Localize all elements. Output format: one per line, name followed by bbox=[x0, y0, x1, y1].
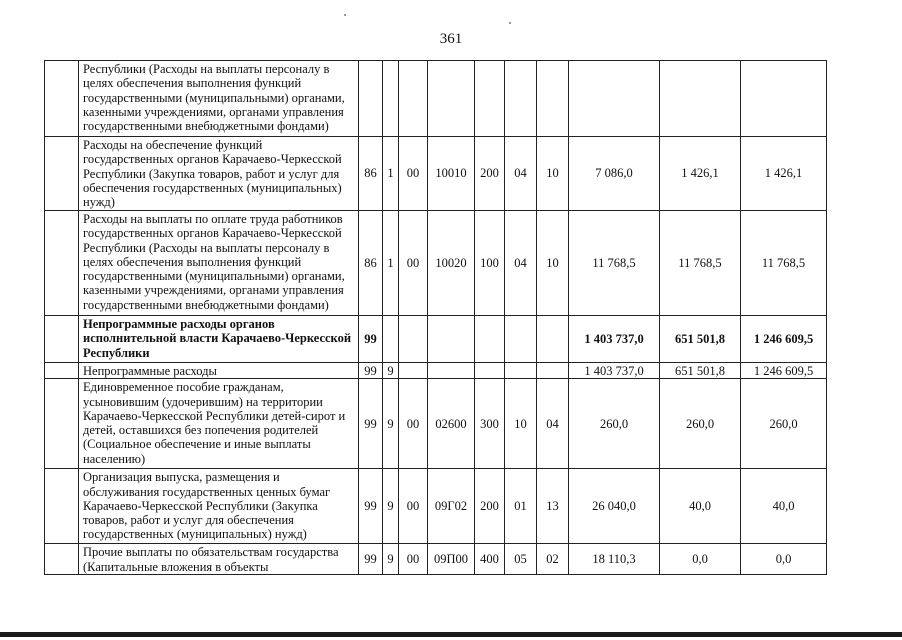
row-description: Прочие выплаты по обязательствам государства (Капитальные вложения в объекты bbox=[79, 544, 359, 575]
cell-expense-type: 100 bbox=[475, 211, 505, 316]
cell-program: 9 bbox=[383, 544, 399, 575]
cell-program: 9 bbox=[383, 379, 399, 469]
cell-amount-3: 1 246 609,5 bbox=[741, 316, 827, 363]
cell-expense-type: 400 bbox=[475, 544, 505, 575]
cell-section: 05 bbox=[505, 544, 537, 575]
cell-direction bbox=[428, 363, 475, 379]
cell-amount-1: 1 403 737,0 bbox=[569, 316, 660, 363]
cell-subsection: 10 bbox=[537, 211, 569, 316]
cell-amount-3: 40,0 bbox=[741, 469, 827, 544]
cell-ministry: 86 bbox=[359, 211, 383, 316]
cell-direction: 09Г02 bbox=[428, 469, 475, 544]
cell-ministry: 99 bbox=[359, 316, 383, 363]
cell-expense-type bbox=[475, 363, 505, 379]
page-number: 361 bbox=[439, 31, 463, 47]
blank-cell bbox=[45, 469, 79, 544]
cell-section: 04 bbox=[505, 137, 537, 211]
row-description: Непрограммные расходы органов исполнительной власти Карачаево-Черкесской Республики bbox=[79, 316, 359, 363]
cell-amount-3: 0,0 bbox=[741, 544, 827, 575]
scan-speck bbox=[344, 14, 346, 16]
cell-amount-2: 1 426,1 bbox=[660, 137, 741, 211]
scan-speck bbox=[509, 22, 511, 24]
cell-ministry bbox=[359, 61, 383, 137]
cell-amount-1 bbox=[569, 61, 660, 137]
cell-subprogram bbox=[399, 363, 428, 379]
cell-ministry: 99 bbox=[359, 469, 383, 544]
blank-cell bbox=[45, 363, 79, 379]
row-description: Организация выпуска, размещения и обслуживания государственных ценных бумаг Карачаево-Черкесской Республики (Закупка товаров, работ и услуг для обеспечения государственных (муниципальных) нужд) bbox=[79, 469, 359, 544]
cell-program: 9 bbox=[383, 469, 399, 544]
cell-amount-1: 11 768,5 bbox=[569, 211, 660, 316]
cell-subsection: 02 bbox=[537, 544, 569, 575]
table-row bbox=[45, 211, 827, 316]
row-description: Расходы на выплаты по оплате труда работников государственных органов Карачаево-Черкесской Республики (Расходы на выплаты персоналу в целях обеспечения выполнения функций государственными (муниципальными) органами, казенными учреждениями, органами управления государственными внебюджетными фондами) bbox=[79, 211, 359, 316]
cell-program: 1 bbox=[383, 211, 399, 316]
cell-section bbox=[505, 316, 537, 363]
table-row bbox=[45, 379, 827, 469]
table-row bbox=[45, 316, 827, 363]
cell-direction: 09П00 bbox=[428, 544, 475, 575]
cell-program bbox=[383, 316, 399, 363]
cell-subsection bbox=[537, 61, 569, 137]
cell-amount-2: 11 768,5 bbox=[660, 211, 741, 316]
cell-amount-1: 7 086,0 bbox=[569, 137, 660, 211]
table-row bbox=[45, 137, 827, 211]
cell-ministry: 99 bbox=[359, 544, 383, 575]
cell-amount-1: 260,0 bbox=[569, 379, 660, 469]
cell-amount-2 bbox=[660, 61, 741, 137]
table-row bbox=[45, 544, 827, 575]
cell-ministry: 86 bbox=[359, 137, 383, 211]
row-description: Единовременное пособие гражданам, усыновившим (удочерившим) на территории Карачаево-Черкесской Республики детей-сирот и детей, оставшихся без попечения родителей (Социальное обеспечение и иные выплаты населению) bbox=[79, 379, 359, 469]
cell-amount-1: 18 110,3 bbox=[569, 544, 660, 575]
cell-direction: 10020 bbox=[428, 211, 475, 316]
cell-direction bbox=[428, 316, 475, 363]
cell-section bbox=[505, 61, 537, 137]
cell-expense-type: 300 bbox=[475, 379, 505, 469]
cell-amount-1: 26 040,0 bbox=[569, 469, 660, 544]
cell-expense-type: 200 bbox=[475, 137, 505, 211]
cell-section bbox=[505, 363, 537, 379]
blank-cell bbox=[45, 211, 79, 316]
cell-subprogram bbox=[399, 316, 428, 363]
cell-subsection: 10 bbox=[537, 137, 569, 211]
cell-program: 9 bbox=[383, 363, 399, 379]
table-row bbox=[45, 61, 827, 137]
cell-ministry: 99 bbox=[359, 379, 383, 469]
cell-program bbox=[383, 61, 399, 137]
row-description: Расходы на обеспечение функций государственных органов Карачаево-Черкесской Республики (Закупка товаров, работ и услуг для обеспечения государственных (муниципальных) нужд) bbox=[79, 137, 359, 211]
cell-subprogram: 00 bbox=[399, 211, 428, 316]
cell-expense-type bbox=[475, 61, 505, 137]
cell-subprogram: 00 bbox=[399, 137, 428, 211]
cell-ministry: 99 bbox=[359, 363, 383, 379]
cell-expense-type bbox=[475, 316, 505, 363]
cell-subsection bbox=[537, 363, 569, 379]
cell-amount-1: 1 403 737,0 bbox=[569, 363, 660, 379]
cell-direction bbox=[428, 61, 475, 137]
scan-edge-bar bbox=[0, 632, 902, 637]
cell-subprogram: 00 bbox=[399, 379, 428, 469]
row-description: Непрограммные расходы bbox=[79, 363, 359, 379]
cell-amount-2: 0,0 bbox=[660, 544, 741, 575]
cell-amount-3: 1 426,1 bbox=[741, 137, 827, 211]
cell-subsection bbox=[537, 316, 569, 363]
cell-expense-type: 200 bbox=[475, 469, 505, 544]
cell-amount-2: 40,0 bbox=[660, 469, 741, 544]
cell-direction: 02600 bbox=[428, 379, 475, 469]
cell-amount-2: 651 501,8 bbox=[660, 363, 741, 379]
cell-subprogram bbox=[399, 61, 428, 137]
cell-subprogram: 00 bbox=[399, 544, 428, 575]
cell-direction: 10010 bbox=[428, 137, 475, 211]
blank-cell bbox=[45, 316, 79, 363]
budget-table bbox=[44, 60, 827, 575]
table-row bbox=[45, 363, 827, 379]
blank-cell bbox=[45, 61, 79, 137]
cell-amount-3 bbox=[741, 61, 827, 137]
blank-cell bbox=[45, 544, 79, 575]
cell-section: 01 bbox=[505, 469, 537, 544]
cell-section: 04 bbox=[505, 211, 537, 316]
cell-subsection: 04 bbox=[537, 379, 569, 469]
cell-amount-3: 11 768,5 bbox=[741, 211, 827, 316]
cell-amount-3: 260,0 bbox=[741, 379, 827, 469]
table-row bbox=[45, 469, 827, 544]
cell-amount-2: 651 501,8 bbox=[660, 316, 741, 363]
cell-amount-2: 260,0 bbox=[660, 379, 741, 469]
cell-subprogram: 00 bbox=[399, 469, 428, 544]
blank-cell bbox=[45, 137, 79, 211]
blank-cell bbox=[45, 379, 79, 469]
row-description: Республики (Расходы на выплаты персоналу в целях обеспечения выполнения функций государственными (муниципальными) органами, казенными учреждениями, органами управления государственными внебюджетными фондами) bbox=[79, 61, 359, 137]
cell-subsection: 13 bbox=[537, 469, 569, 544]
cell-section: 10 bbox=[505, 379, 537, 469]
cell-program: 1 bbox=[383, 137, 399, 211]
cell-amount-3: 1 246 609,5 bbox=[741, 363, 827, 379]
